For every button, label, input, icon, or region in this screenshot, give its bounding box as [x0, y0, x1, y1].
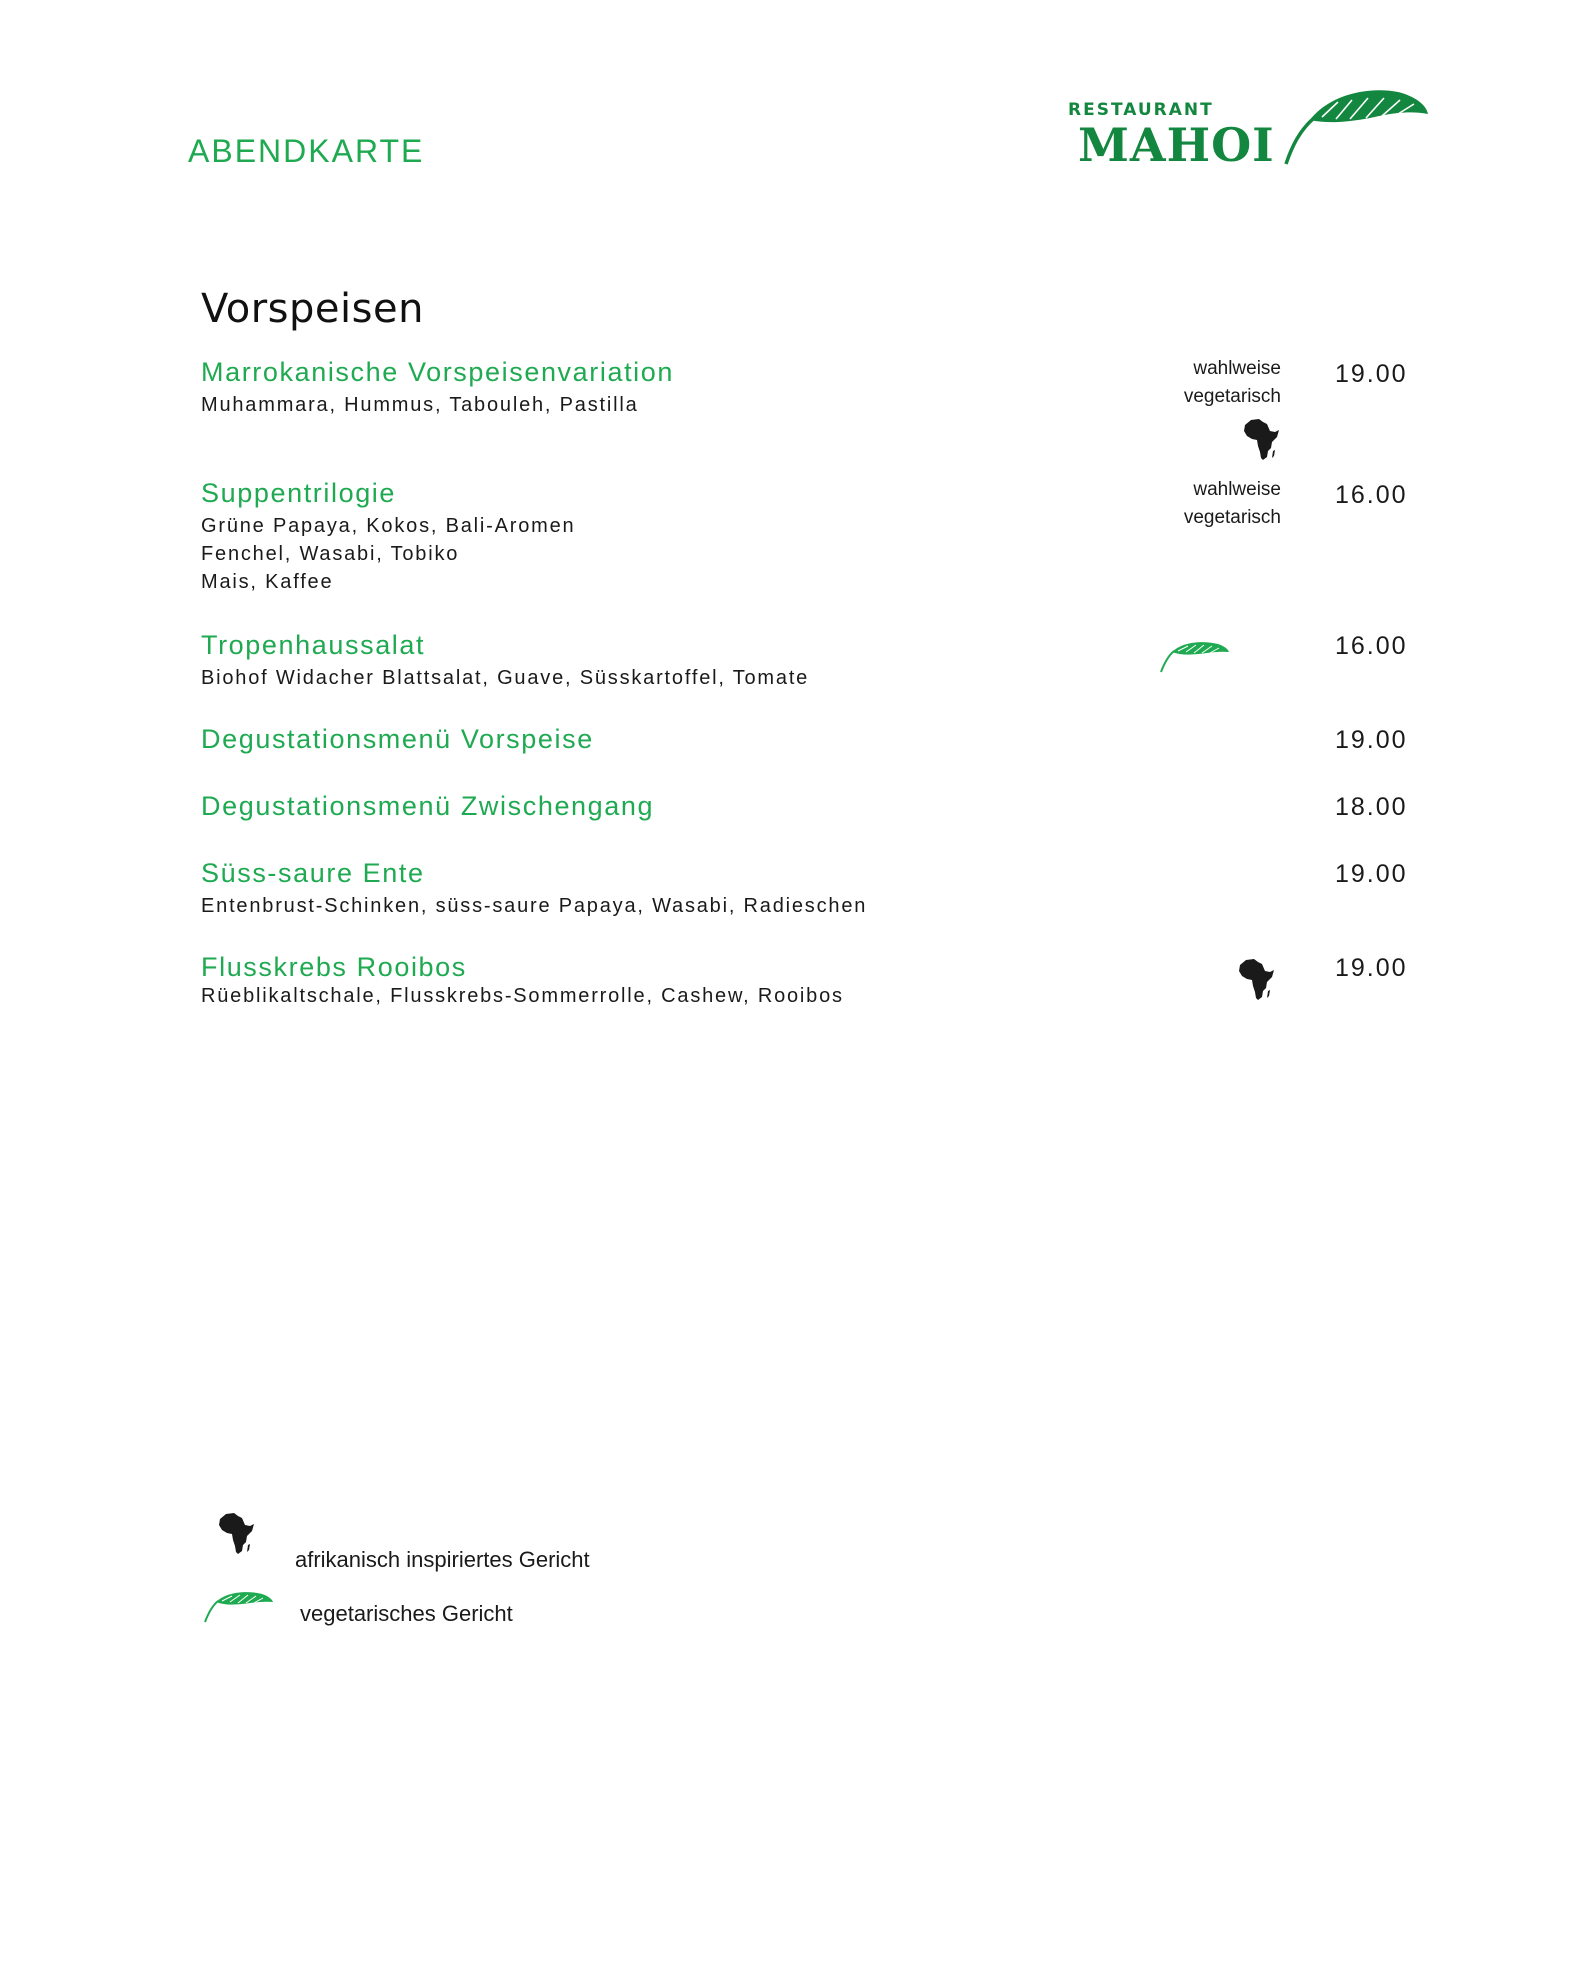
legend-leaf-icon	[202, 1588, 274, 1624]
note-line: vegetarisch	[1183, 507, 1281, 528]
menu-item-name: Tropenhaussalat	[201, 630, 426, 660]
legend-african-text: afrikanisch inspiriertes Gericht	[295, 1547, 590, 1572]
note-line: wahlweise	[1193, 479, 1281, 500]
menu-item-price: 19.00	[1335, 726, 1408, 754]
section-title: Vorspeisen	[201, 286, 424, 332]
menu-item-desc: Muhammara, Hummus, Tabouleh, Pastilla	[201, 394, 639, 416]
menu-item-price: 19.00	[1335, 954, 1408, 982]
menu-item-desc: Fenchel, Wasabi, Tobiko	[201, 543, 460, 565]
africa-icon	[1237, 958, 1275, 1004]
africa-icon	[1242, 418, 1280, 464]
note-line: vegetarisch	[1183, 386, 1281, 407]
menu-item-name: Süss-saure Ente	[201, 858, 425, 888]
restaurant-logo	[1068, 84, 1438, 174]
page-label: ABENDKARTE	[188, 133, 425, 169]
menu-item-note	[1184, 476, 1281, 532]
menu-item-name: Degustationsmenü Zwischengang	[201, 791, 655, 821]
logo-big-text: MAHOI	[1078, 118, 1275, 172]
leaf-icon	[1158, 638, 1230, 674]
menu-item-desc: Rüeblikaltschale, Flusskrebs-Sommerrolle, Cashew, Rooibos	[201, 985, 844, 1007]
menu-item-note	[1184, 355, 1281, 411]
menu-item-price: 19.00	[1335, 860, 1408, 888]
menu-item-desc: Grüne Papaya, Kokos, Bali-Aromen	[201, 515, 576, 537]
menu-item-price: 18.00	[1335, 793, 1408, 821]
menu-item-price: 16.00	[1335, 632, 1408, 660]
menu-item-name: Flusskrebs Rooibos	[201, 952, 467, 982]
menu-item-price: 19.00	[1335, 360, 1408, 388]
menu-item-desc: Entenbrust-Schinken, süss-saure Papaya, Wasabi, Radieschen	[201, 895, 868, 917]
menu-item-desc: Biohof Widacher Blattsalat, Guave, Süsskartoffel, Tomate	[201, 667, 810, 689]
logo-leaf-icon	[1280, 84, 1430, 170]
menu-item-price: 16.00	[1335, 481, 1408, 509]
menu-item-name: Degustationsmenü Vorspeise	[201, 724, 594, 754]
menu-item-name: Marrokanische Vorspeisenvariation	[201, 357, 675, 387]
menu-item-desc: Mais, Kaffee	[201, 571, 334, 593]
menu-item-name: Suppentrilogie	[201, 478, 397, 508]
logo-small-text: RESTAURANT	[1068, 100, 1214, 120]
note-line: wahlweise	[1193, 358, 1281, 379]
legend-africa-icon	[217, 1512, 255, 1558]
legend-vegetarian-text: vegetarisches Gericht	[300, 1601, 513, 1626]
